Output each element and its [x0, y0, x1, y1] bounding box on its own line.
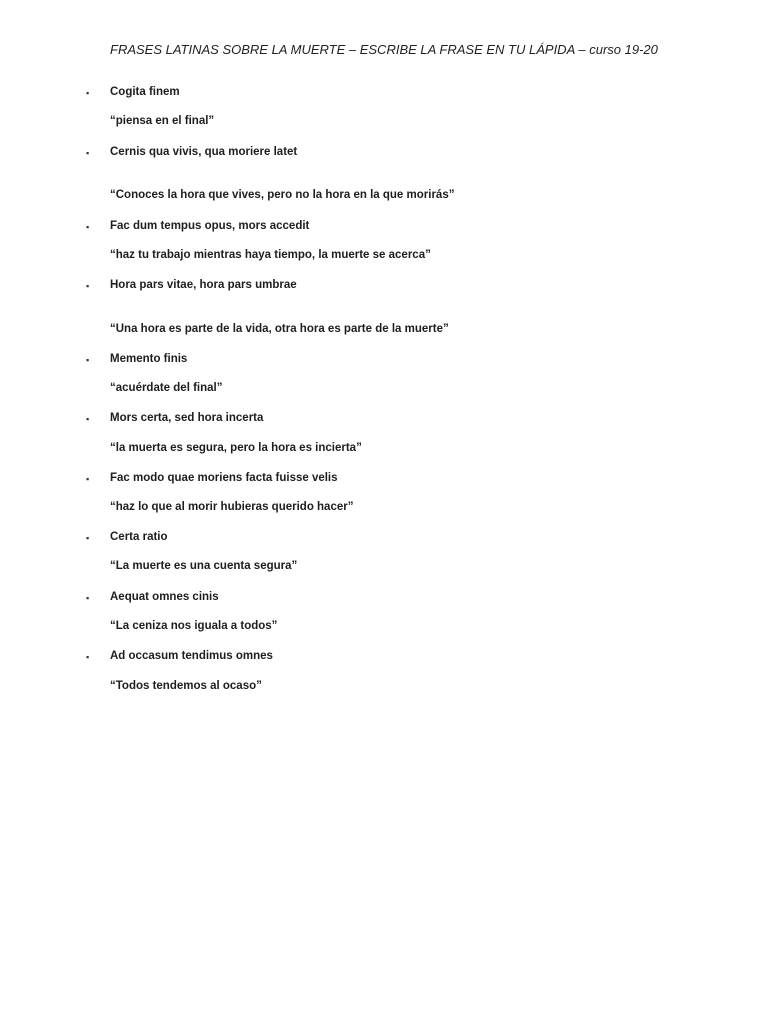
list-item: [0, 650, 768, 670]
bullet-icon: ▪: [86, 222, 90, 232]
translation-text: “acuérdate del final”: [110, 382, 223, 394]
translation-text: “Todos tendemos al ocaso”: [110, 680, 262, 692]
latin-phrase: Cernis qua vivis, qua moriere latet: [110, 146, 298, 158]
list-item: [0, 220, 768, 240]
bullet-icon: ▪: [86, 652, 90, 662]
list-item: [0, 412, 768, 432]
translation-text: “la muerta es segura, pero la hora es incierta”: [110, 442, 362, 454]
bullet-icon: ▪: [86, 593, 90, 603]
translation-text: “haz tu trabajo mientras haya tiempo, la muerte se acerca”: [110, 249, 431, 261]
bullet-icon: ▪: [86, 414, 90, 424]
bullet-icon: ▪: [86, 281, 90, 291]
list-item: [0, 279, 768, 299]
list-item: [0, 146, 768, 166]
bullet-icon: ▪: [86, 88, 90, 98]
translation-text: “Conoces la hora que vives, pero no la hora en la que morirás”: [110, 189, 455, 201]
list-item: [0, 591, 768, 611]
latin-phrase: Certa ratio: [110, 531, 168, 543]
list-item: [0, 353, 768, 373]
bullet-icon: ▪: [86, 355, 90, 365]
latin-phrase: Memento finis: [110, 353, 188, 365]
translation-text: “La ceniza nos iguala a todos”: [110, 620, 278, 632]
translation-text: “Una hora es parte de la vida, otra hora es parte de la muerte”: [110, 323, 449, 335]
latin-phrase: Fac dum tempus opus, mors accedit: [110, 220, 310, 232]
latin-phrase: Hora pars vitae, hora pars umbrae: [110, 279, 297, 291]
bullet-icon: ▪: [86, 533, 90, 543]
latin-phrase: Mors certa, sed hora incerta: [110, 412, 264, 424]
latin-phrase: Fac modo quae moriens facta fuisse velis: [110, 472, 338, 484]
list-item: [0, 86, 768, 106]
document-title: FRASES LATINAS SOBRE LA MUERTE – ESCRIBE LA FRASE EN TU LÁPIDA – curso 19-20: [110, 42, 658, 57]
list-item: [0, 531, 768, 551]
translation-text: “haz lo que al morir hubieras querido hacer”: [110, 501, 354, 513]
bullet-icon: ▪: [86, 148, 90, 158]
latin-phrase: Cogita finem: [110, 86, 180, 98]
latin-phrase: Aequat omnes cinis: [110, 591, 219, 603]
list-item: [0, 472, 768, 492]
translation-text: “piensa en el final”: [110, 115, 215, 127]
translation-text: “La muerte es una cuenta segura”: [110, 560, 298, 572]
latin-phrase: Ad occasum tendimus omnes: [110, 650, 273, 662]
bullet-icon: ▪: [86, 474, 90, 484]
